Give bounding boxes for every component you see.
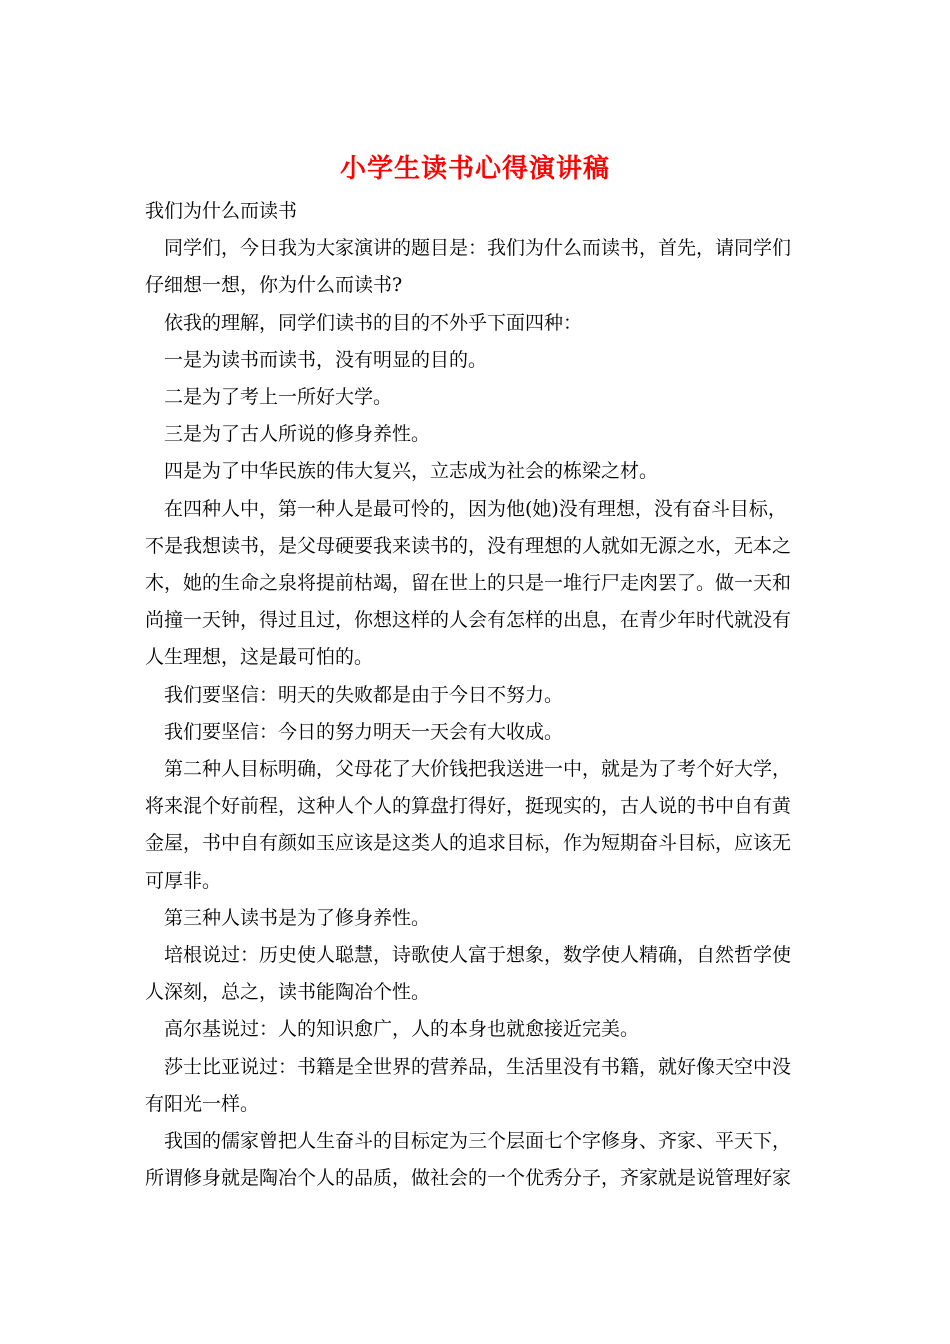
paragraph: 三是为了古人所说的修身养性。: [164, 423, 431, 446]
paragraph: 一是为读书而读书，没有明显的目的。: [164, 348, 488, 371]
paragraph: 莎士比亚说过：书籍是全世界的营养品，生活里没有书籍，就好像天空中没有阳光一样。: [145, 1055, 792, 1115]
section-heading: 我们为什么而读书: [145, 200, 298, 222]
paragraph: 我国的儒家曾把人生奋斗的目标定为三个层面七个字修身、齐家、平天下，所谓修身就是陶冶个人的品质，做社会的一个优秀分子，齐家就是说管理好家: [145, 1130, 792, 1190]
paragraph: 高尔基说过：人的知识愈广，人的本身也就愈接近完美。: [164, 1018, 640, 1041]
paragraph: 二是为了考上一所好大学。: [164, 386, 393, 409]
paragraph: 第三种人读书是为了修身养性。: [164, 906, 431, 929]
document-title: 小学生读书心得演讲稿: [339, 154, 610, 184]
paragraph: 同学们，今日我为大家演讲的题目是：我们为什么而读书，首先，请同学们仔细想一想，你为什么而读书?: [145, 237, 792, 297]
paragraph: 培根说过：历史使人聪慧，诗歌使人富于想象，数学使人精确，自然哲学使人深刻，总之，读书能陶冶个性。: [145, 944, 792, 1004]
paragraph: 第二种人目标明确，父母花了大价钱把我送进一中，就是为了考个好大学，将来混个好前程，这种人个人的算盘打得好，挺现实的，古人说的书中自有黄金屋，书中自有颜如玉应该是这类人的追求目标，作为短期奋斗目标，应该无可厚非。: [145, 758, 792, 892]
paragraph: 四是为了中华民族的伟大复兴，立志成为社会的栋梁之材。: [164, 460, 659, 483]
paragraph: 依我的理解，同学们读书的目的不外乎下面四种：: [164, 311, 583, 334]
paragraph: 在四种人中，第一种人是最可怜的，因为他(她)没有理想，没有奋斗目标，不是我想读书，是父母硬要我来读书的，没有理想的人就如无源之水，无本之木，她的生命之泉将提前枯竭，留在世上的只是一堆行尸走肉罢了。做一天和尚撞一天钟，得过且过，你想这样的人会有怎样的出息，在青少年时代就没有人生理想，这是最可怕的。: [145, 497, 792, 669]
document-body: [145, 193, 805, 1197]
paragraph: 我们要坚信：今日的努力明天一天会有大收成。: [164, 720, 564, 743]
paragraph: 我们要坚信：明天的失败都是由于今日不努力。: [164, 683, 564, 706]
